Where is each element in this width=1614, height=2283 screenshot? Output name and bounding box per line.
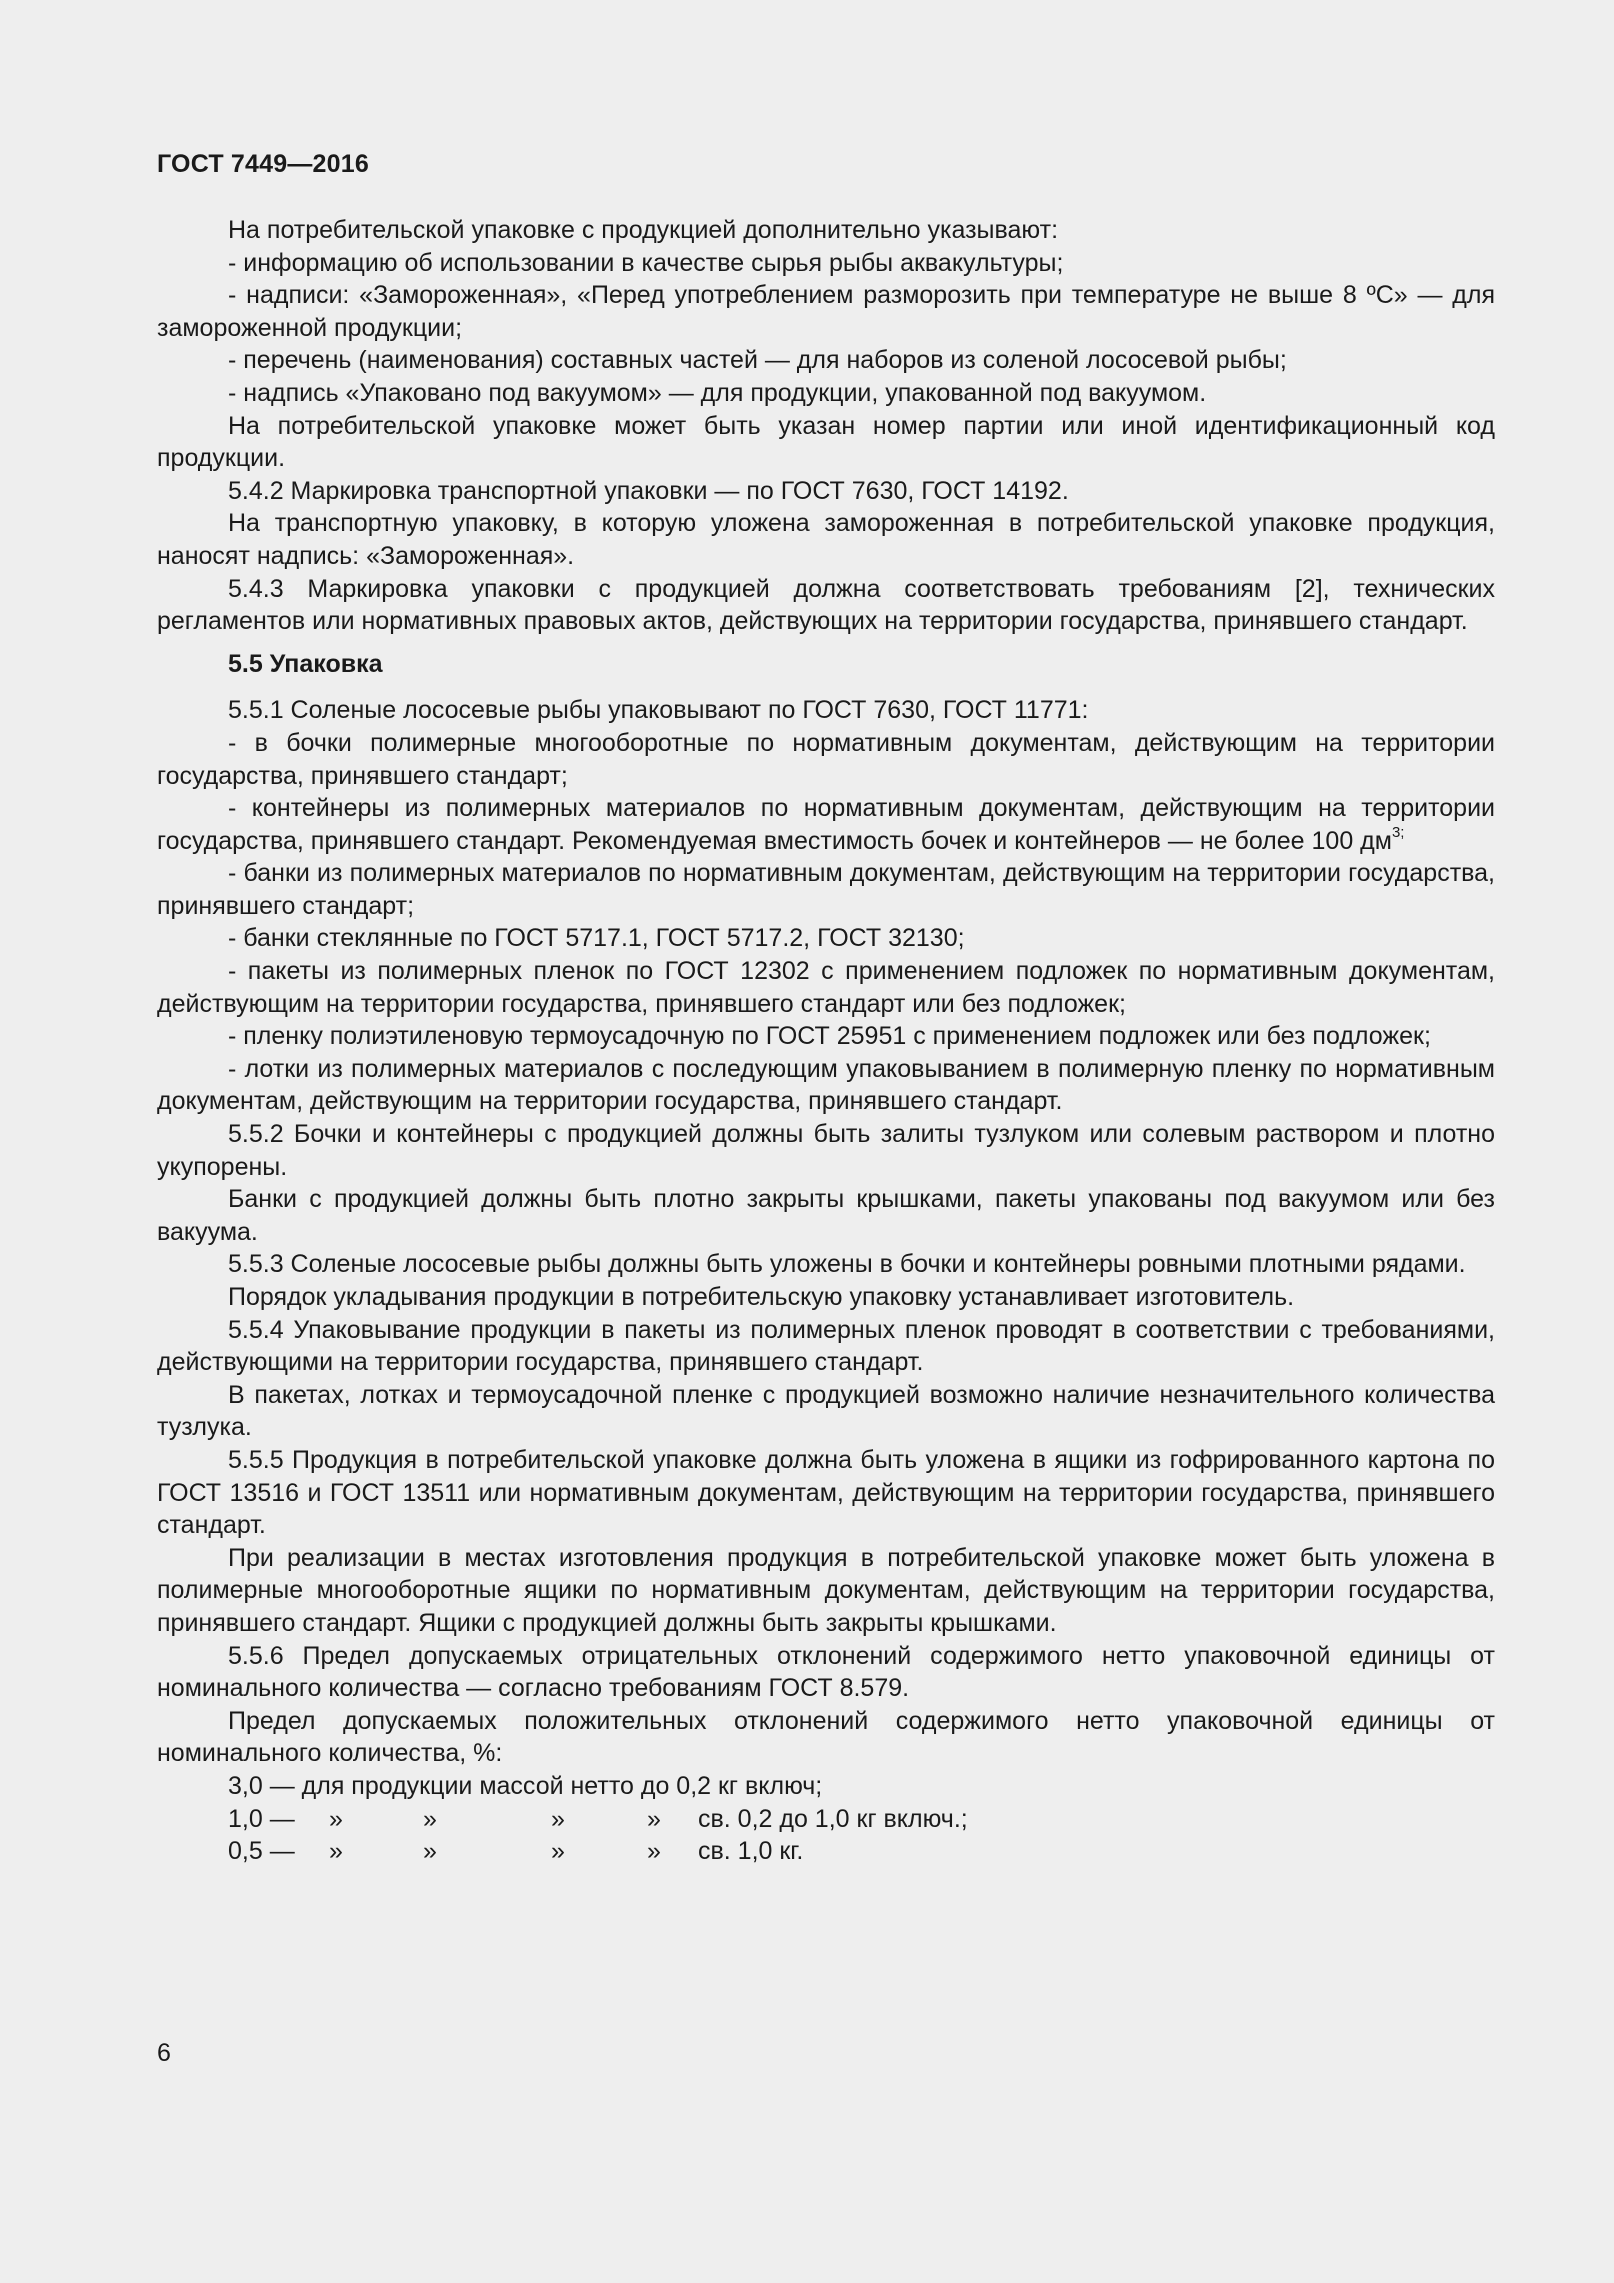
ditto-mark: » xyxy=(551,1804,565,1833)
paragraph: - информацию об использовании в качестве сырья рыбы аквакультуры; xyxy=(228,248,1064,277)
tolerance-row xyxy=(157,1803,1495,1836)
paragraph: Предел допускаемых положительных отклонений содержимого нетто упаковочной единицы от номинального количества, %: xyxy=(157,1706,1495,1768)
ditto-mark: » xyxy=(423,1837,437,1866)
paragraph: На потребительской упаковке с продукцией дополнительно указывают: xyxy=(228,216,1059,244)
tolerance-range: св. 1,0 кг. xyxy=(698,1837,804,1866)
paragraph: Порядок укладывания продукции в потребительскую упаковку устанавливает изготовитель. xyxy=(228,1283,1295,1311)
paragraph: На потребительской упаковке может быть указан номер партии или иной идентификационный код продукции. xyxy=(157,411,1495,473)
ditto-mark: » xyxy=(551,1837,565,1866)
page-number: 6 xyxy=(157,2039,171,2067)
document-header: ГОСТ 7449—2016 xyxy=(157,150,369,178)
paragraph: 5.4.2 Маркировка транспортной упаковки — по ГОСТ 7630, ГОСТ 14192. xyxy=(228,476,1069,505)
paragraph: 5.5.6 Предел допускаемых отрицательных отклонений содержимого нетто упаковочной единицы от номинального количества — согласно требованиям ГОСТ 8.579. xyxy=(157,1641,1495,1703)
paragraph: - пленку полиэтиленовую термоусадочную по ГОСТ 25951 с применением подложек или без подложек; xyxy=(228,1022,1431,1051)
paragraph: - надпись «Упаковано под вакуумом» — для продукции, упакованной под вакуумом. xyxy=(228,378,1207,407)
section-heading: 5.5 Упаковка xyxy=(228,649,383,678)
paragraph: 5.5.3 Соленые лососевые рыбы должны быть уложены в бочки и контейнеры ровными плотными рядами. xyxy=(228,1250,1466,1279)
ditto-mark: » xyxy=(329,1804,343,1833)
paragraph: - перечень (наименования) составных частей — для наборов из соленой лососевой рыбы; xyxy=(228,346,1287,375)
paragraph: 5.4.3 Маркировка упаковки с продукцией должна соответствовать требованиям [2], технических регламентов или нормативных правовых актов, действующих на территории государства, принявшего стандарт. xyxy=(157,574,1495,636)
paragraph: 5.5.4 Упаковывание продукции в пакеты из полимерных пленок проводят в соответствии с требованиями, действующими на территории государства, принявшего стандарт. xyxy=(157,1315,1495,1377)
tolerance-value: 0,5 — xyxy=(228,1837,295,1866)
paragraph: В пакетах, лотках и термоусадочной пленке с продукцией возможно наличие незначительного количества тузлука. xyxy=(157,1380,1495,1442)
paragraph-text: - контейнеры из полимерных материалов по нормативным документам, действующим на территории государства, принявшего стандарт. Рекомендуемая вместимость бочек и контейнеров — не более 100 дм xyxy=(157,794,1495,855)
ditto-mark: » xyxy=(329,1837,343,1866)
paragraph: - банки стеклянные по ГОСТ 5717.1, ГОСТ 5717.2, ГОСТ 32130; xyxy=(228,924,965,953)
paragraph: Банки с продукцией должны быть плотно закрыты крышками, пакеты упакованы под вакуумом или без вакуума. xyxy=(157,1185,1495,1246)
paragraph: - пакеты из полимерных пленок по ГОСТ 12302 с применением подложек по нормативным документам, действующим на территории государства, принявшего стандарт или без подложек; xyxy=(157,957,1495,1018)
paragraph: 5.5.1 Соленые лососевые рыбы упаковывают по ГОСТ 7630, ГОСТ 11771: xyxy=(228,696,1089,725)
paragraph: - в бочки полимерные многооборотные по нормативным документам, действующим на территории государства, принявшего стандарт; xyxy=(157,728,1495,790)
paragraph: - надписи: «Замороженная», «Перед употреблением разморозить при температуре не выше 8 ºС» — для замороженной продукции; xyxy=(157,281,1495,342)
ditto-mark: » xyxy=(423,1804,437,1833)
paragraph: 5.5.5 Продукция в потребительской упаковке должна быть уложена в ящики из гофрированного картона по ГОСТ 13516 и ГОСТ 13511 или нормативным документам, действующим на территории государства, принявшего стандарт. xyxy=(157,1445,1495,1540)
paragraph xyxy=(157,792,1495,857)
tolerance-value: 1,0 — xyxy=(228,1804,295,1833)
paragraph: - лотки из полимерных материалов с последующим упаковыванием в полимерную пленку по нормативным документам, действующим на территории государства, принявшего стандарт. xyxy=(157,1054,1495,1116)
tolerance-range: св. 0,2 до 1,0 кг включ.; xyxy=(698,1804,968,1833)
document-body xyxy=(157,214,1495,1868)
ditto-mark: » xyxy=(647,1837,661,1866)
tolerance-line: 3,0 — для продукции массой нетто до 0,2 кг включ; xyxy=(228,1771,823,1800)
paragraph: 5.5.2 Бочки и контейнеры с продукцией должны быть залиты тузлуком или солевым раствором и плотно укупорены. xyxy=(157,1120,1495,1181)
superscript: 3; xyxy=(1391,824,1405,842)
paragraph: На транспортную упаковку, в которую уложена замороженная в потребительской упаковке продукция, наносят надпись: «Замороженная». xyxy=(157,509,1495,570)
ditto-mark: » xyxy=(647,1804,661,1833)
tolerance-row xyxy=(157,1835,1495,1868)
paragraph: - банки из полимерных материалов по нормативным документам, действующим на территории государства, принявшего стандарт; xyxy=(157,859,1495,920)
paragraph: При реализации в местах изготовления продукция в потребительской упаковке может быть уложена в полимерные многооборотные ящики по нормативным документам, действующим на территории государства, принявшего стандарт. Ящики с продукцией должны быть закрыты крышками. xyxy=(157,1543,1495,1637)
